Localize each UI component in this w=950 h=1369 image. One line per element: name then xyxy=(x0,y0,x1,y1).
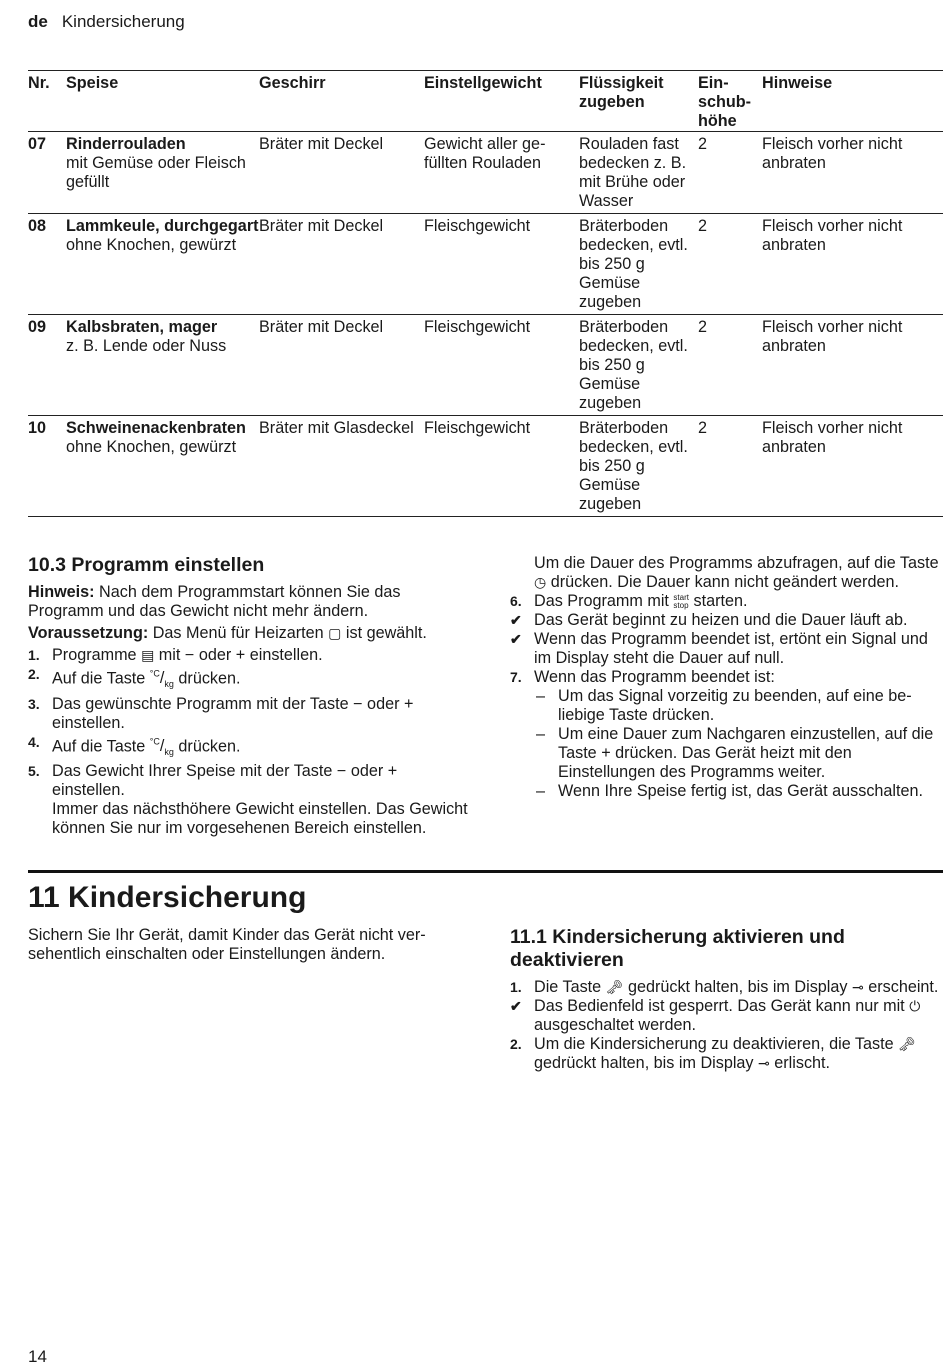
hint-paragraph: Hinweis: Nach dem Programmstart können Sie das Programm und das Gewicht nicht mehr ändern. xyxy=(28,583,401,620)
result-item: ✔ Wenn das Programm beendet ist, ertönt ein Signal und im Display steht die Dauer auf null. xyxy=(510,630,928,667)
minus-icon: − xyxy=(184,646,195,664)
col-header-speise: Speise xyxy=(66,71,259,132)
sub-item: – Um das Signal vorzeitig zu beenden, auf eine beliebige Taste drücken. xyxy=(536,687,912,724)
cell-speise: Rinderrouladen mit Gemüse oder Fleisch gefüllt xyxy=(66,132,259,214)
step-item: 3. Das gewünschte Programm mit der Taste − oder + einstellen. xyxy=(28,694,414,732)
plus-icon: + xyxy=(403,694,414,713)
sub-item: – Um eine Dauer zum Nachgaren einzustellen, auf die Taste + drücken. Das Gerät heizt mit den Einstellungen des Programms weiter. xyxy=(536,725,934,781)
chapter-title: 11 Kindersicherung xyxy=(28,881,307,914)
program-table xyxy=(28,70,943,517)
step-item: 2. Um die Kindersicherung zu deaktivieren, die Taste 🗝 gedrückt halten, bis im Display ⊸ erlischt. xyxy=(510,1035,916,1072)
section-10-3-right xyxy=(510,554,943,801)
sub-item: – Wenn Ihre Speise fertig ist, das Gerät ausschalten. xyxy=(536,782,924,800)
table-row xyxy=(28,416,943,517)
table-header-row xyxy=(28,71,943,132)
section-title: 10.3 Programm einstellen xyxy=(28,554,265,576)
child-lock-key-icon: 🗝 xyxy=(898,1036,916,1052)
cell-hinweis: Fleisch vorher nicht anbraten xyxy=(762,132,943,214)
section-divider xyxy=(28,870,943,873)
result-item: ✔ Das Gerät beginnt zu heizen und die Dauer läuft ab. xyxy=(510,611,908,629)
col-header-fluessig: Flüssigkeit zugeben xyxy=(579,71,698,132)
section-11-1 xyxy=(510,926,943,1073)
minus-icon: − xyxy=(353,694,363,713)
cell-geschirr: Bräter mit Deckel xyxy=(259,132,424,214)
step-note: Um die Dauer des Programms abzufragen, auf die Taste ◷ drücken. Die Dauer kann nicht geändert werden. xyxy=(534,554,939,591)
key-icon: ⊸ xyxy=(758,1055,770,1071)
cell-geschirr: Bräter mit Glasdeckel xyxy=(259,416,424,517)
cell-hoehe: 2 xyxy=(698,132,762,214)
cell-nr: 08 xyxy=(28,214,66,315)
step-item: 2. Auf die Taste $^{^\circ C}/_{kg}$ drücken. xyxy=(28,666,241,690)
minus-icon: − xyxy=(336,762,347,781)
cell-geschirr: Bräter mit Deckel xyxy=(259,315,424,416)
chapter-intro xyxy=(28,926,468,967)
heating-modes-icon: ▢ xyxy=(328,625,342,641)
key-icon: ⊸ xyxy=(852,979,864,995)
section-10-3-left xyxy=(28,554,468,838)
step-item: 1. Die Taste 🗝 gedrückt halten, bis im Display ⊸ erscheint. xyxy=(510,978,939,996)
steps-list xyxy=(510,554,943,801)
cell-gewicht: Fleischgewicht xyxy=(424,416,579,517)
program-menu-icon: ▤ xyxy=(141,647,155,663)
table-row xyxy=(28,132,943,214)
col-header-hoehe: Einschubhöhe xyxy=(698,71,762,132)
cell-hoehe: 2 xyxy=(698,315,762,416)
cell-nr: 09 xyxy=(28,315,66,416)
cell-hinweis: Fleisch vorher nicht anbraten xyxy=(762,416,943,517)
step-item: 4. Auf die Taste $^{^\circ C}/_{kg}$ drücken. xyxy=(28,733,241,758)
clock-icon: ◷ xyxy=(534,574,547,590)
step-item: 5. Das Gewicht Ihrer Speise mit der Taste − oder + einstellen. Immer das nächsthöhere Gewicht einstellen. Das Gewicht können Sie nur im vorgesehenen Bereich einstellen. xyxy=(28,762,468,838)
table-row xyxy=(28,315,943,416)
result-item: ✔ Das Bedienfeld ist gesperrt. Das Gerät kann nur mit ⏻ ausgeschaltet werden. xyxy=(510,997,921,1034)
cell-nr: 07 xyxy=(28,132,66,214)
cell-fluessig: Bräterboden bedecken, evtl. bis 250 g Gemüse zugeben xyxy=(579,214,698,315)
check-icon: ✔ xyxy=(510,631,522,647)
plus-icon: + xyxy=(387,762,398,781)
col-header-nr: Nr. xyxy=(28,71,66,132)
start-stop-icon: start stop xyxy=(673,592,689,610)
col-header-hinweise: Hinweise xyxy=(762,71,943,132)
sub-list xyxy=(534,687,943,801)
prerequisite-paragraph: Voraussetzung: Das Menü für Heizarten ▢ ist gewählt. xyxy=(28,624,427,642)
cell-speise: Lammkeule, durchgegart ohne Knochen, gewürzt xyxy=(66,214,259,315)
cell-gewicht: Gewicht aller gefüllten Rouladen xyxy=(424,132,579,214)
cell-hoehe: 2 xyxy=(698,416,762,517)
step-item: 7. Wenn das Programm beendet ist: – Um das Signal vorzeitig zu beenden, auf eine beliebige Taste drücken. – Um eine Dauer zum Nachgaren einzustellen, auf die Taste + drücken. Das Gerät heizt mit den Einstellungen des Programms weiter. – Wenn Ihre Speise fertig ist, das Gerät ausschalten. xyxy=(510,668,943,801)
step-item: 1. Programme ▤ mit − oder + einstellen. xyxy=(28,646,323,664)
cell-geschirr: Bräter mit Deckel xyxy=(259,214,424,315)
col-header-gewicht: Einstellgewicht xyxy=(424,71,579,132)
cell-fluessig: Rouladen fast bedecken z. B. mit Brühe oder Wasser xyxy=(579,132,698,214)
power-icon: ⏻ xyxy=(909,998,921,1014)
col-header-geschirr: Geschirr xyxy=(259,71,424,132)
cell-hoehe: 2 xyxy=(698,214,762,315)
plus-icon: + xyxy=(601,744,611,762)
temp-weight-icon: $^{^\circ C}/_{kg}$ xyxy=(149,736,174,758)
cell-speise: Schweinenackenbraten ohne Knochen, gewürzt xyxy=(66,416,259,517)
header-title: Kindersicherung xyxy=(61,12,185,31)
steps-list xyxy=(28,646,468,838)
cell-gewicht: Fleischgewicht xyxy=(424,315,579,416)
cell-hinweis: Fleisch vorher nicht anbraten xyxy=(762,315,943,416)
cell-fluessig: Bräterboden bedecken, evtl. bis 250 g Gemüse zugeben xyxy=(579,416,698,517)
child-lock-key-icon: 🗝 xyxy=(605,979,624,995)
cell-nr: 10 xyxy=(28,416,66,517)
running-header xyxy=(28,12,185,32)
section-title: 11.1 Kindersicherung aktivieren und deaktivieren xyxy=(510,926,845,971)
check-icon: ✔ xyxy=(510,612,522,628)
steps-list xyxy=(510,978,943,1073)
cell-hinweis: Fleisch vorher nicht anbraten xyxy=(762,214,943,315)
cell-fluessig: Bräterboden bedecken, evtl. bis 250 g Gemüse zugeben xyxy=(579,315,698,416)
plus-icon: + xyxy=(235,646,246,664)
check-icon: ✔ xyxy=(510,998,522,1014)
intro-paragraph: Sichern Sie Ihr Gerät, damit Kinder das Gerät nicht versehentlich einschalten oder Einstellungen ändern. xyxy=(28,926,426,963)
page-number: 14 xyxy=(28,1347,47,1366)
step-item: 6. Das Programm mit start stop starten. xyxy=(510,592,748,610)
language-code: de xyxy=(28,12,48,31)
table-row xyxy=(28,214,943,315)
temp-weight-icon: $^{^\circ C}/_{kg}$ xyxy=(149,669,174,690)
cell-speise: Kalbsbraten, mager z. B. Lende oder Nuss xyxy=(66,315,259,416)
cell-gewicht: Fleischgewicht xyxy=(424,214,579,315)
